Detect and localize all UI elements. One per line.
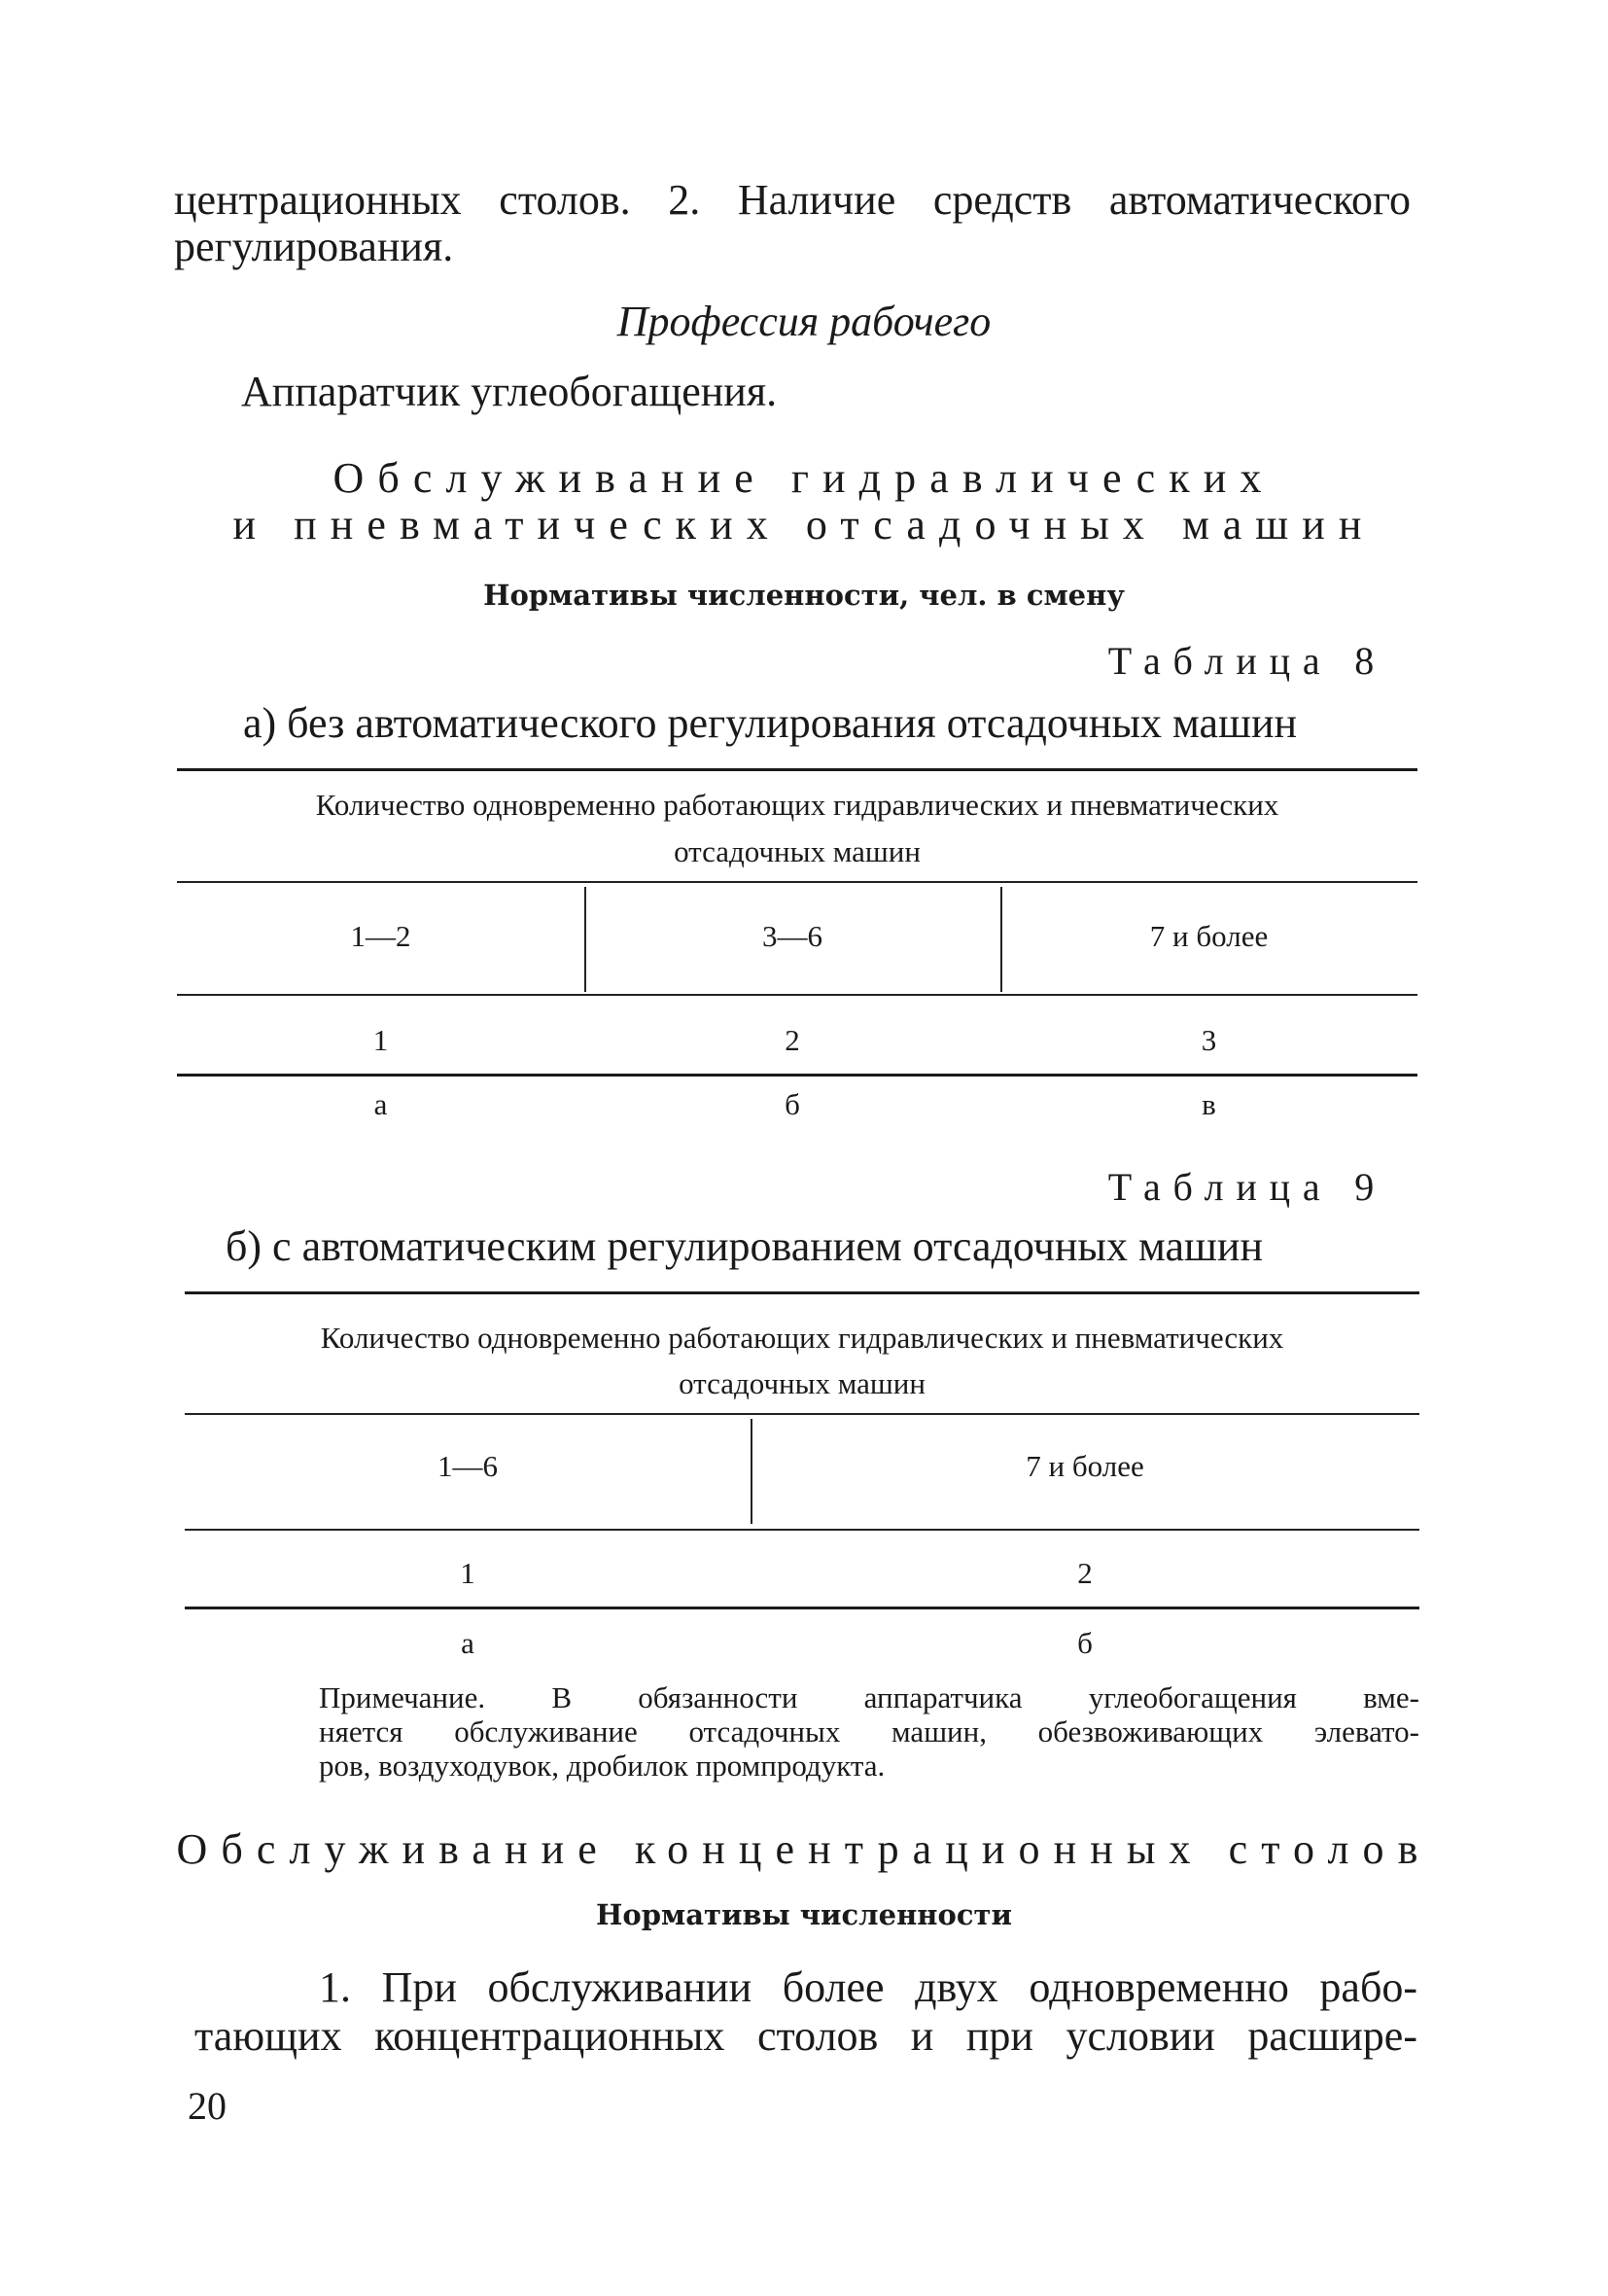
table9-column-header: 7 и более [1026,1449,1144,1483]
table9-label: Таблица 9 [1107,1165,1386,1209]
table9-header-line-2: отсадочных машин [679,1366,926,1400]
table8-bottom-rule [177,1074,1417,1077]
table8-letter: в [1202,1087,1216,1121]
table8-header-line-2: отсадочных машин [674,834,921,868]
table9-bottom-rule [185,1607,1419,1609]
table9-column-header: 1—6 [437,1449,498,1483]
table8-value: 2 [785,1023,800,1057]
table8-letter: а [373,1087,388,1121]
table8-column-header: 7 и более [1149,919,1269,953]
norms-heading: Нормативы численности, чел. в смену [483,579,1125,612]
norms2-heading: Нормативы численности [595,1898,1013,1931]
table9-value: 2 [1077,1556,1093,1590]
table8-value: 3 [1201,1023,1217,1057]
para-line-1: 1. При обслуживании более двух одновременно рабо- [319,1963,1417,2011]
table9-caption: б) с автоматическим регулированием отсадочных машин [226,1222,1263,1270]
profession-text: Аппаратчик углеобогащения. [241,368,778,415]
table8-column-header: 1—2 [350,919,411,953]
table8-caption: а) без автоматического регулирования отсадочных машин [243,699,1298,747]
note-line-2: няется обслуживание отсадочных машин, обезвоживающих элевато- [319,1714,1419,1748]
page-number: 20 [188,2084,227,2128]
table9-top-rule [185,1291,1419,1294]
para-line-2: тающих концентрационных столов и при условии расшире- [194,2012,1417,2060]
profession-heading: Профессия рабочего [616,298,992,345]
table9-header-rule [185,1413,1419,1415]
table9-letter: б [1077,1626,1093,1660]
table9-letter: а [461,1626,474,1660]
table8-top-rule [177,768,1417,771]
intro-line-2: регулирования. [174,223,454,270]
table9-columns-rule [185,1529,1419,1531]
table8-header-rule [177,881,1417,883]
table8-column-header: 3—6 [762,919,822,953]
section2-title: Обслуживание концентрационных столов [176,1825,1432,1873]
table8-label: Таблица 8 [1107,639,1386,683]
intro-line-1: центрационных столов. 2. Наличие средств автоматического [174,176,1411,224]
table8-columns-rule [177,994,1417,996]
table9-header-line-1: Количество одновременно работающих гидравлических и пневматических [320,1321,1284,1355]
table8-value: 1 [372,1023,389,1057]
table8-header-line-1: Количество одновременно работающих гидравлических и пневматических [315,788,1279,822]
note-line-1: Примечание. В обязанности аппаратчика углеобогащения вме- [319,1680,1419,1714]
section1-title-line-1: Обслуживание гидравлических [332,454,1276,502]
table9-value: 1 [460,1556,475,1590]
table8-letter: б [785,1087,800,1121]
section1-title-line-2: и пневматических отсадочных машин [232,501,1376,548]
note-line-3: ров, воздуходувок, дробилок промпродукта. [319,1748,886,1783]
